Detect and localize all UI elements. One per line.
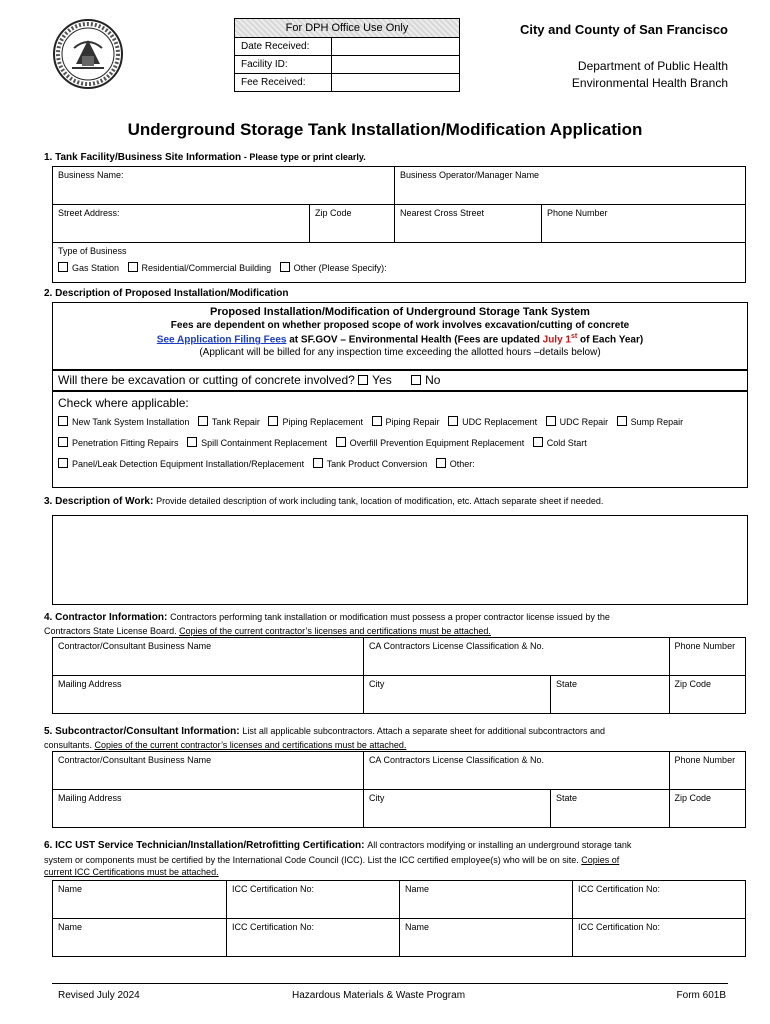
- cross-street-field[interactable]: Nearest Cross Street: [395, 205, 542, 243]
- contractor-mailing-field[interactable]: Mailing Address: [53, 676, 364, 714]
- check-row-2: [58, 437, 747, 448]
- agency-dept: Department of Public Health: [577, 59, 728, 73]
- check-row-1: [58, 416, 747, 427]
- overfill-prevention-checkbox[interactable]: Overfill Prevention Equipment Replacement: [336, 437, 525, 448]
- sump-repair-checkbox[interactable]: Sump Repair: [617, 416, 684, 427]
- sub-city-field[interactable]: City: [363, 790, 550, 828]
- type-other-checkbox[interactable]: Other (Please Specify):: [280, 262, 387, 273]
- city-seal-logo: [52, 18, 124, 90]
- contractor-table: [52, 637, 746, 714]
- section5-note-line2: consultants. Copies of the current contractor’s licenses and certifications must be attached.: [44, 740, 407, 750]
- check-applicable-label: Check where applicable:: [58, 396, 189, 410]
- check-row-3: [58, 458, 747, 469]
- office-use-title: For DPH Office Use Only: [235, 19, 459, 38]
- sub-license-field[interactable]: CA Contractors License Classification & No.: [363, 752, 669, 790]
- tank-repair-checkbox[interactable]: Tank Repair: [198, 416, 260, 427]
- footer-program: Hazardous Materials & Waste Program: [292, 990, 466, 1001]
- fees-line: Fees are dependent on whether proposed scope of work involves excavation/cutting of concrete: [170, 320, 630, 331]
- contractor-business-field[interactable]: Contractor/Consultant Business Name: [53, 638, 364, 676]
- sub-phone-field[interactable]: Phone Number: [669, 752, 745, 790]
- contractor-license-field[interactable]: CA Contractors License Classification & No.: [363, 638, 669, 676]
- footer-revised: Revised July 2024: [58, 990, 140, 1001]
- operator-field[interactable]: Business Operator/Manager Name: [395, 167, 746, 205]
- spill-containment-checkbox[interactable]: Spill Containment Replacement: [187, 437, 327, 448]
- fees-link-line: See Application Filing Fees at SF.GOV – Environmental Health (Fees are updated July 1st of Each Year): [156, 333, 644, 346]
- page-title: Underground Storage Tank Installation/Modification Application: [127, 120, 643, 139]
- office-use-box: [234, 18, 460, 92]
- agency-city: City and County of San Francisco: [519, 22, 728, 37]
- udc-repair-checkbox[interactable]: UDC Repair: [546, 416, 609, 427]
- section4-heading: 4. Contractor Information: Contractors performing tank installation or modification must possess a proper contractor license issued by the: [44, 612, 610, 623]
- section5-heading: 5. Subcontractor/Consultant Information: List all applicable subcontractors. Attach a separate sheet for additional subcontractors and: [44, 726, 606, 737]
- piping-repair-checkbox[interactable]: Piping Repair: [372, 416, 440, 427]
- sub-state-field[interactable]: State: [550, 790, 669, 828]
- excavation-yes-checkbox[interactable]: Yes: [358, 373, 392, 387]
- fees-box: [52, 302, 748, 371]
- icc-name-1[interactable]: Name: [53, 881, 227, 919]
- street-field[interactable]: Street Address:: [53, 205, 310, 243]
- section1-table: [52, 166, 746, 283]
- phone-field[interactable]: Phone Number: [542, 205, 746, 243]
- sub-mailing-field[interactable]: Mailing Address: [53, 790, 364, 828]
- office-row-fee[interactable]: Fee Received:: [235, 74, 459, 91]
- icc-cert-3[interactable]: ICC Certification No:: [227, 919, 400, 957]
- new-tank-checkbox[interactable]: New Tank System Installation: [58, 416, 189, 427]
- icc-name-2[interactable]: Name: [400, 881, 573, 919]
- zip-field[interactable]: Zip Code: [310, 205, 395, 243]
- icc-cert-1[interactable]: ICC Certification No:: [227, 881, 400, 919]
- billing-note: (Applicant will be billed for any inspection time exceeding the allotted hours –details below): [199, 347, 601, 359]
- type-business-label: Type of Business: [58, 246, 127, 256]
- sub-zip-field[interactable]: Zip Code: [669, 790, 745, 828]
- panel-leak-detection-checkbox[interactable]: Panel/Leak Detection Equipment Installation/Replacement: [58, 458, 304, 469]
- icc-table: [52, 880, 746, 957]
- excavation-question: Will there be excavation or cutting of concrete involved?: [58, 373, 355, 387]
- type-business-cell: [53, 243, 746, 283]
- cold-start-checkbox[interactable]: Cold Start: [533, 437, 587, 448]
- office-row-facility[interactable]: Facility ID:: [235, 56, 459, 74]
- fees-box-title: Proposed Installation/Modification of Underground Storage Tank System: [210, 306, 590, 318]
- agency-branch: Environmental Health Branch: [571, 76, 728, 90]
- section6-note-line2: system or components must be certified by the International Code Council (ICC). List the ICC certified employee(s) who will be on site. Copies of: [44, 855, 620, 865]
- excavation-row: [52, 369, 748, 392]
- section1-heading: 1. Tank Facility/Business Site Information - Please type or print clearly.: [44, 152, 366, 163]
- sub-business-field[interactable]: Contractor/Consultant Business Name: [53, 752, 364, 790]
- section4-note-line2: Contractors State License Board. Copies of the current contractor’s licenses and certifications must be attached.: [44, 626, 491, 636]
- section6-note-line3: current ICC Certifications must be attached.: [44, 867, 219, 877]
- section2-heading: 2. Description of Proposed Installation/Modification: [44, 288, 289, 299]
- subcontractor-table: [52, 751, 746, 828]
- application-fees-link[interactable]: See Application Filing Fees: [156, 334, 287, 346]
- section3-heading: 3. Description of Work: Provide detailed description of work including tank, location of modification, etc. Attach separate sheet if needed.: [44, 496, 604, 507]
- check-applicable-box: [52, 390, 748, 488]
- tank-product-conversion-checkbox[interactable]: Tank Product Conversion: [313, 458, 428, 469]
- description-of-work-input[interactable]: [52, 515, 748, 605]
- contractor-phone-field[interactable]: Phone Number: [669, 638, 745, 676]
- business-name-field[interactable]: Business Name:: [53, 167, 395, 205]
- footer-form: Form 601B: [676, 990, 726, 1001]
- icc-name-4[interactable]: Name: [400, 919, 573, 957]
- contractor-city-field[interactable]: City: [363, 676, 550, 714]
- excavation-no-checkbox[interactable]: No: [411, 373, 440, 387]
- type-gas-station-checkbox[interactable]: Gas Station: [58, 262, 119, 273]
- icc-name-3[interactable]: Name: [53, 919, 227, 957]
- footer-divider: [52, 983, 728, 984]
- section6-heading: 6. ICC UST Service Technician/Installation/Retrofitting Certification: All contractors modifying or installing an underground storage tank: [44, 840, 632, 851]
- other-checkbox[interactable]: Other:: [436, 458, 475, 469]
- contractor-state-field[interactable]: State: [550, 676, 669, 714]
- piping-replacement-checkbox[interactable]: Piping Replacement: [268, 416, 363, 427]
- udc-replacement-checkbox[interactable]: UDC Replacement: [448, 416, 537, 427]
- contractor-zip-field[interactable]: Zip Code: [669, 676, 745, 714]
- icc-cert-4[interactable]: ICC Certification No:: [573, 919, 746, 957]
- office-row-date[interactable]: Date Received:: [235, 38, 459, 56]
- icc-cert-2[interactable]: ICC Certification No:: [573, 881, 746, 919]
- penetration-fitting-checkbox[interactable]: Penetration Fitting Repairs: [58, 437, 179, 448]
- type-residential-checkbox[interactable]: Residential/Commercial Building: [128, 262, 272, 273]
